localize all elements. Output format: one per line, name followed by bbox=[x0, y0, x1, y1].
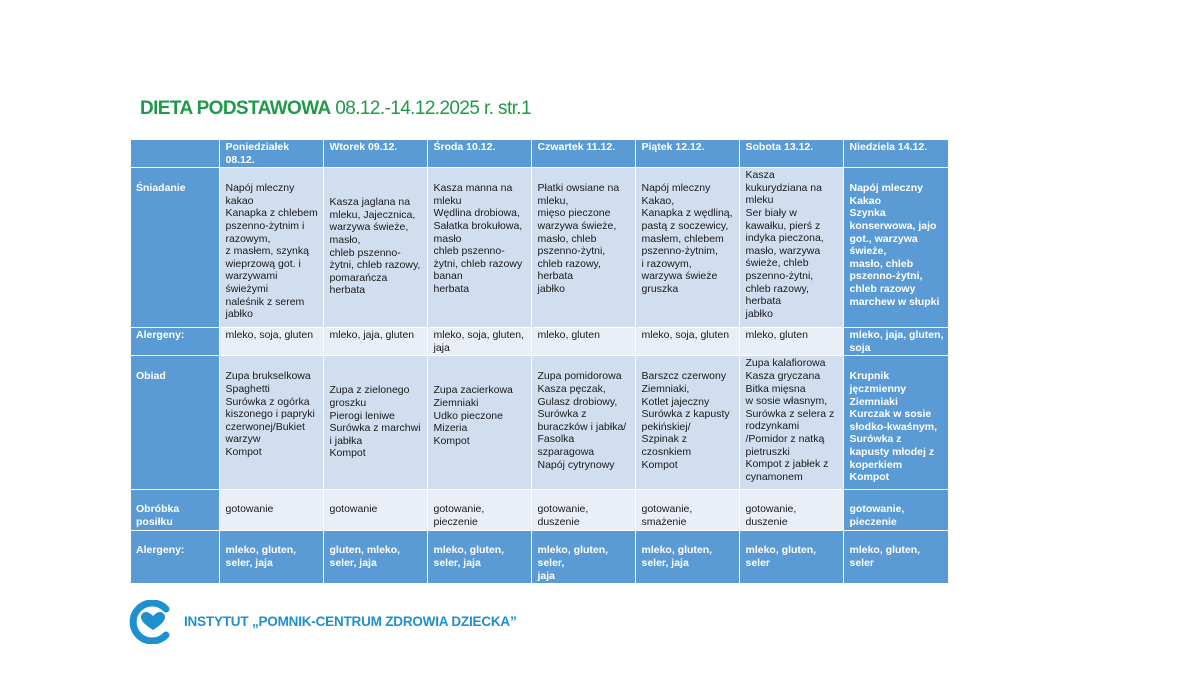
days-header-row bbox=[131, 140, 948, 168]
allergens-breakfast-row bbox=[131, 328, 948, 356]
lunch-cell: Zupa zacierkowa Ziemniaki Udko pieczone Mizeria Kompot bbox=[433, 384, 513, 447]
processing-row bbox=[131, 490, 948, 531]
breakfast-cell: Kasza jaglana na mleku, Jajecznica, warzywa świeże, masło, chleb pszenno-żytni, chleb razowy, pomarańcza herbata bbox=[329, 196, 421, 297]
lunch-cell: Zupa kalafiorowa Kasza gryczana Bitka mięsna w sosie własnym, Surówka z selera z rodzynkami /Pomidor z natką pietruszki Kompot z jabłek z cynamonem bbox=[745, 357, 835, 483]
breakfast-cell: Kasza kukurydziana na mleku Ser biały w kawałku, pierś z indyka pieczona, masło, warzywa świeże, chleb pszenno-żytni, chleb razowy, herbata jabłko bbox=[745, 169, 824, 320]
row-label-allergens: Alergeny: bbox=[131, 328, 219, 356]
allergens-cell: mleko, gluten, seler, jaja bbox=[433, 544, 505, 569]
breakfast-cell: Napój mleczny kakao Kanapka z chlebem pszenno-żytnim i razowym, z masłem, szynką wieprzową got. i warzywami świeżymi naleśnik z serem jabłko bbox=[225, 182, 318, 321]
allergens-cell: mleko, soja, gluten, jaja bbox=[433, 329, 524, 354]
day-header: Poniedziałek 08.12. bbox=[219, 140, 323, 168]
day-header: Czwartek 11.12. bbox=[531, 140, 635, 168]
day-header: Środa 10.12. bbox=[427, 140, 531, 168]
breakfast-cell: Napój mleczny Kakao, Kanapka z wędliną, pastą z soczewicy, masłem, chlebem pszenno-żytnim, i razowym, warzywa świeże gruszka bbox=[641, 182, 733, 295]
processing-cell: gotowanie, pieczenie bbox=[433, 503, 485, 528]
title-dates: 08.12.-14.12.2025 r. str.1 bbox=[330, 98, 531, 119]
header-empty-cell bbox=[131, 140, 219, 168]
row-label-processing: Obróbka posiłku bbox=[131, 490, 219, 531]
day-header: Piątek 12.12. bbox=[635, 140, 739, 168]
breakfast-row bbox=[131, 168, 948, 328]
allergens-cell: mleko, gluten, seler, jaja bbox=[641, 544, 713, 569]
allergens-cell: mleko, jaja, gluten bbox=[329, 329, 415, 342]
breakfast-cell: Płatki owsiane na mleku, mięso pieczone warzywa świeże, masło, chleb pszenno-żytni, chleb razowy, herbata jabłko bbox=[537, 182, 620, 295]
lunch-cell: Zupa pomidorowa Kasza pęczak, Gulasz drobiowy, Surówka z buraczków i jabłka/ Fasolka szparagowa Napój cytrynowy bbox=[537, 370, 627, 471]
lunch-cell: Barszcz czerwony Ziemniaki, Kotlet jajeczny Surówka z kapusty pekińskiej/ Szpinak z czosnkiem Kompot bbox=[641, 370, 730, 471]
allergens-cell: mleko, jaja, gluten, soja bbox=[849, 329, 944, 354]
day-header: Niedziela 14.12. bbox=[843, 140, 948, 168]
breakfast-cell: Kasza manna na mleku Wędlina drobiowa, Sałatka brokułowa, masło chleb pszenno-żytni, chleb razowy banan herbata bbox=[433, 182, 523, 295]
row-label-lunch: Obiad bbox=[131, 356, 219, 490]
processing-cell: gotowanie bbox=[225, 503, 274, 516]
allergens-cell: mleko, gluten bbox=[537, 329, 600, 342]
day-header: Sobota 13.12. bbox=[739, 140, 843, 168]
lunch-cell: Zupa brukselkowa Spaghetti Surówka z ogórka kiszonego i papryki czerwonej/Bukiet warzyw Kompot bbox=[225, 370, 315, 458]
row-label-breakfast: Śniadanie bbox=[131, 168, 219, 328]
allergens-cell: mleko, gluten, seler bbox=[849, 544, 921, 569]
allergens-lunch-row bbox=[131, 531, 948, 584]
processing-cell: gotowanie, duszenie bbox=[745, 503, 797, 528]
lunch-cell: Krupnik jęczmienny Ziemniaki Kurczak w sosie słodko-kwaśnym, Surówka z kapusty młodej z koperkiem Kompot bbox=[849, 370, 938, 484]
processing-cell: gotowanie bbox=[329, 503, 378, 516]
processing-cell: gotowanie, duszenie bbox=[537, 503, 589, 528]
lunch-row bbox=[131, 356, 948, 490]
processing-cell: gotowanie, pieczenie bbox=[849, 503, 905, 528]
heart-c-logo-icon bbox=[126, 600, 180, 644]
row-label-allergens: Alergeny: bbox=[131, 531, 219, 584]
day-header: Wtorek 09.12. bbox=[323, 140, 427, 168]
allergens-cell: mleko, gluten, seler bbox=[745, 544, 817, 569]
breakfast-cell: Napój mleczny Kakao Szynka konserwowa, jajo got., warzywa świeże, masło, chleb pszenno-żytni, chleb razowy marchew w słupki bbox=[849, 182, 940, 308]
allergens-cell: mleko, gluten bbox=[745, 329, 808, 342]
allergens-cell: mleko, gluten, seler, jaja bbox=[225, 544, 297, 569]
allergens-cell: gluten, mleko, seler, jaja bbox=[329, 544, 401, 569]
institute-name: INSTYTUT „POMNIK-CENTRUM ZDROWIA DZIECKA” bbox=[184, 614, 517, 629]
processing-cell: gotowanie, smażenie bbox=[641, 503, 693, 528]
allergens-cell: mleko, soja, gluten bbox=[225, 329, 314, 342]
page-title bbox=[140, 98, 531, 120]
allergens-cell: mleko, gluten, seler, jaja bbox=[537, 544, 609, 582]
menu-table bbox=[131, 140, 949, 584]
lunch-cell: Zupa z zielonego groszku Pierogi leniwe Surówka z marchwi i jabłka Kompot bbox=[329, 384, 421, 460]
title-main: DIETA PODSTAWOWA bbox=[140, 98, 331, 119]
allergens-cell: mleko, soja, gluten bbox=[641, 329, 730, 342]
